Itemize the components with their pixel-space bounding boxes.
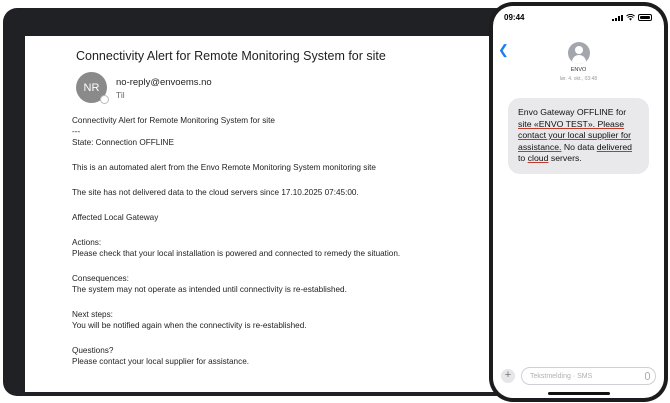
presence-dot <box>100 95 109 104</box>
status-icons <box>612 14 652 21</box>
recipient-label: Til <box>116 90 125 100</box>
back-chevron-icon[interactable]: ❮ <box>498 42 509 57</box>
message-timestamp: lør. 4. okt., 03:48 <box>559 76 598 82</box>
body-questions-title: Questions? <box>72 346 114 355</box>
sender-email[interactable]: no-reply@envoems.no <box>116 77 212 88</box>
message-text-part: No data <box>561 141 597 152</box>
body-intro: This is an automated alert from the Envo Remote Monitoring System monitoring site <box>72 163 376 172</box>
sender-avatar[interactable] <box>76 72 107 103</box>
status-bar <box>493 6 664 28</box>
body-state: State: Connection OFFLINE <box>72 138 174 147</box>
add-attachment-button[interactable]: + <box>501 369 515 383</box>
message-text-part: to <box>518 153 528 163</box>
message-text-underlined: cloud <box>527 153 549 163</box>
message-text-underlined: delivered <box>596 141 632 152</box>
signal-icon <box>612 15 623 21</box>
home-indicator[interactable] <box>548 392 610 395</box>
message-input[interactable] <box>521 367 656 385</box>
microphone-icon[interactable] <box>645 372 650 380</box>
body-next-steps-title: Next steps: <box>72 310 113 319</box>
email-view <box>25 36 545 392</box>
status-clock: 09:44 <box>504 13 525 22</box>
sms-view <box>493 6 664 398</box>
body-separator: --- <box>72 127 81 136</box>
body-actions-title: Actions: <box>72 238 102 247</box>
phone-frame <box>489 2 668 402</box>
sms-message-bubble[interactable] <box>508 98 649 174</box>
sender-initials: NR <box>83 81 100 94</box>
body-questions-text: Please contact your local supplier for assistance. <box>72 357 250 366</box>
message-text-underlined: site «ENVO TEST». Please contact your local supplier for assistance. <box>518 118 631 152</box>
contact-avatar[interactable] <box>568 42 590 64</box>
body-next-steps-text: You will be notified again when the connectivity is re-established. <box>72 321 307 330</box>
message-text-part: Envo Gateway OFFLINE for <box>518 107 627 117</box>
email-body <box>72 115 532 367</box>
message-text-part: servers. <box>548 153 582 163</box>
message-input-placeholder: Tekstmelding · SMS <box>530 372 593 380</box>
wifi-icon <box>626 14 635 21</box>
body-no-data: The site has not delivered data to the cloud servers since 17.10.2025 07:45:00. <box>72 188 359 197</box>
body-actions-text: Please check that your local installation is powered and connected to remedy the situation. <box>72 249 401 258</box>
body-heading: Connectivity Alert for Remote Monitoring System for site <box>72 116 275 125</box>
body-consequences-text: The system may not operate as intended until connectivity is re-established. <box>72 285 347 294</box>
body-consequences-title: Consequences: <box>72 274 129 283</box>
contact-name[interactable]: ENVO <box>570 67 587 73</box>
body-affected: Affected Local Gateway <box>72 213 159 222</box>
email-subject: Connectivity Alert for Remote Monitoring System for site <box>76 49 386 63</box>
battery-icon <box>638 14 652 21</box>
compose-bar <box>501 367 656 385</box>
